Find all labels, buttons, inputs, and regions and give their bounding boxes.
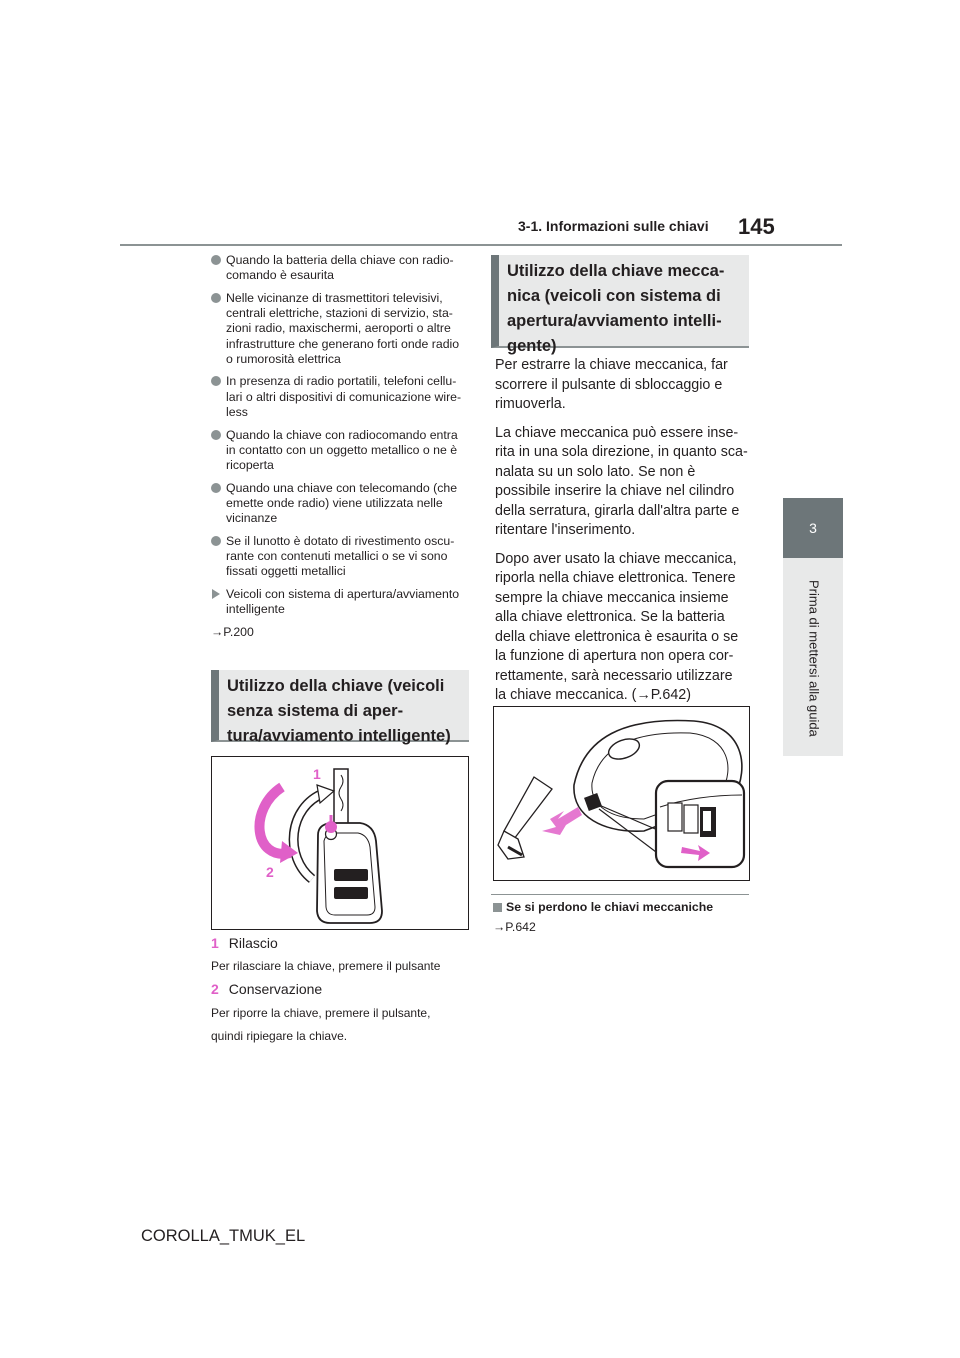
list-item: Quando la batteria della chiave con radio- comando è esaurita xyxy=(211,253,471,283)
running-header: 3-1. Informazioni sulle chiavi xyxy=(518,218,709,234)
section-heading-mechanical-key: Utilizzo della chiave mecca- nica (veicoli con sistema di apertura/avviamento intelli- gente) xyxy=(491,255,749,348)
bullet-icon xyxy=(211,376,221,386)
callout-label: Conservazione xyxy=(228,981,323,997)
callout-description: Per rilasciare la chiave, premere il pulsante xyxy=(211,959,441,973)
subsection-divider xyxy=(491,894,749,895)
list-item: Se il lunotto è dotato di rivestimento oscu- rante con contenuti metallici o se vi sono fissati oggetti metallici xyxy=(211,534,471,580)
chapter-number: 3 xyxy=(809,520,817,536)
list-item: Nelle vicinanze di trasmettitori televisivi, centrali elettriche, stazioni di servizio, sta- zioni radio, maxischermi, aeroporti o altre infrastrutture che generano forti onde radio o rumorosità elettrica xyxy=(211,291,471,367)
chapter-tab xyxy=(783,498,843,558)
paragraph: La chiave meccanica può essere inse- rita in una sola direzione, in quanto sca- nalata su un solo lato. Se non è possibile inserire la chiave nel cilindro della serratura, girarla dall'altra parte e ritentare l'inserimento. xyxy=(495,424,748,538)
list-item: Quando una chiave con telecomando (che emette onde radio) viene utilizzata nelle vicinanze xyxy=(211,481,471,527)
flip-key-icon xyxy=(212,757,468,929)
page-number: 145 xyxy=(738,214,775,239)
callout-number: 2 xyxy=(211,981,219,997)
bullet-icon xyxy=(211,293,221,303)
figure-label-2: 2 xyxy=(266,864,274,880)
subsection-heading: Se si perdono le chiavi meccaniche xyxy=(493,900,713,914)
bullet-icon xyxy=(211,536,221,546)
paragraph: Per estrarre la chiave meccanica, far scorrere il pulsante di sbloccaggio e rimuoverla. xyxy=(495,357,728,412)
list-item: Quando la chiave con radiocomando entra in contatto con un oggetto metallico o ne è ricoperta xyxy=(211,428,471,474)
callout-number: 1 xyxy=(211,935,219,951)
bullet-icon xyxy=(211,483,221,493)
mechanical-key-illustration xyxy=(493,706,750,881)
mechanical-key-body-text xyxy=(495,356,750,715)
callout-release xyxy=(211,935,471,951)
smart-key-icon xyxy=(494,707,749,880)
chapter-title: Prima di mettersi alla guida xyxy=(806,579,822,737)
list-item: In presenza di radio portatili, telefoni cellu- lari o altri dispositivi di comunicazione wire- less xyxy=(211,374,471,420)
header-divider xyxy=(120,244,842,246)
callout-storage xyxy=(211,981,471,997)
bullet-icon xyxy=(211,255,221,265)
vehicle-variant-item: Veicoli con sistema di apertura/avviamento intelligente xyxy=(211,587,471,617)
left-column xyxy=(211,253,471,639)
square-bullet-icon xyxy=(493,903,502,912)
model-code-footer: COROLLA_TMUK_EL xyxy=(141,1227,306,1245)
page-reference-link[interactable]: →P.642 xyxy=(493,920,536,934)
triangle-arrow-icon xyxy=(212,589,220,599)
page-reference-link[interactable]: →P.200 xyxy=(211,624,254,639)
section-heading-key-usage: Utilizzo della chiave (veicoli senza sistema di aper- tura/avviamento intelligente) xyxy=(211,670,469,742)
flip-key-illustration xyxy=(211,756,469,930)
bullet-icon xyxy=(211,430,221,440)
callout-description: Per riporre la chiave, premere il pulsante, quindi ripiegare la chiave. xyxy=(211,1006,431,1043)
paragraph: Dopo aver usato la chiave meccanica, riporla nella chiave elettronica. Tenere sempre la chiave meccanica insieme alla chiave elettronica. Se la batteria della chiave elettronica è esaurita o se la funzione di apertura non opera cor- rettamente, sarà necessario utilizzare la chiave meccanica. (→P.642) xyxy=(495,550,739,703)
figure-label-1: 1 xyxy=(313,766,321,782)
callout-label: Rilascio xyxy=(228,935,278,951)
callout-list xyxy=(211,935,471,1048)
